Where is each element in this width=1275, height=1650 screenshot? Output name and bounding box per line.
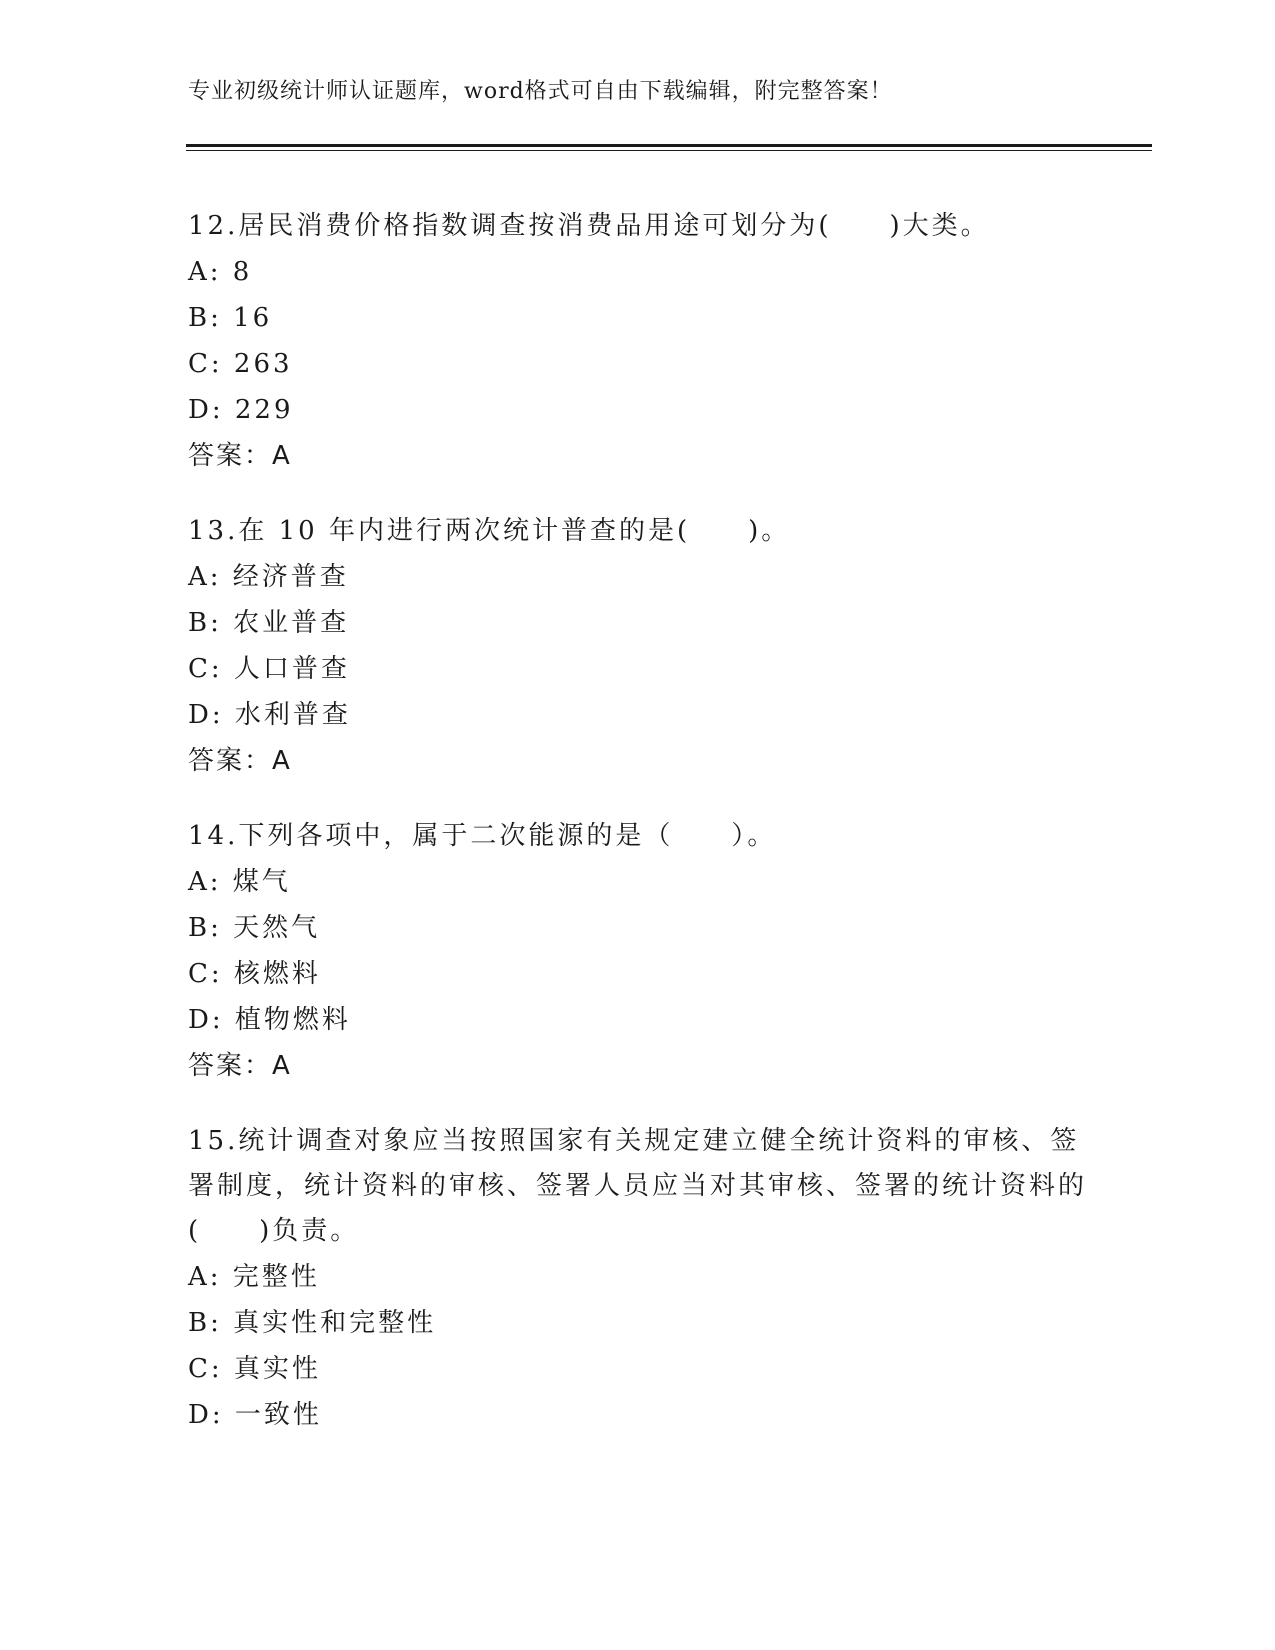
question-14: [188, 814, 1088, 1089]
option-d: D: 植物燃料: [188, 1005, 351, 1035]
answer-text: 答案：A: [188, 746, 292, 776]
option-a: A: 煤气: [188, 867, 291, 897]
question-stem: 14.下列各项中，属于二次能源的是（ ）。: [188, 821, 777, 851]
option-a: A: 经济普查: [188, 562, 349, 592]
option-b: B: 农业普查: [188, 608, 350, 638]
option-a: A: 8: [188, 257, 253, 287]
option-b: B: 16: [188, 303, 273, 333]
option-c: C: 人口普查: [188, 654, 350, 684]
option-b: B: 天然气: [188, 913, 321, 943]
question-list: [188, 204, 1088, 1468]
option-b: B: 真实性和完整性: [188, 1308, 437, 1338]
answer-text: 答案：A: [188, 441, 292, 471]
option-d: D: 水利普查: [188, 700, 351, 730]
question-stem: 15.统计调查对象应当按照国家有关规定建立健全统计资料的审核、签署制度，统计资料的审核、签署人员应当对其审核、签署的统计资料的( )负责。: [188, 1126, 1088, 1246]
option-d: D: 229: [188, 395, 294, 425]
question-stem: 13.在 10 年内进行两次统计普查的是( )。: [188, 516, 791, 546]
header-divider: [186, 144, 1152, 151]
option-c: C: 核燃料: [188, 959, 321, 989]
question-13: [188, 509, 1088, 784]
option-c: C: 263: [188, 349, 293, 379]
question-12: [188, 204, 1088, 479]
option-a: A: 完整性: [188, 1262, 320, 1292]
question-15: [188, 1119, 1088, 1438]
page-header-text: 专业初级统计师认证题库，word格式可自由下载编辑，附完整答案！: [188, 79, 893, 104]
answer-text: 答案：A: [188, 1051, 292, 1081]
option-d: D: 一致性: [188, 1400, 322, 1430]
option-c: C: 真实性: [188, 1354, 321, 1384]
question-stem: 12.居民消费价格指数调查按消费品用途可划分为( )大类。: [188, 211, 990, 241]
